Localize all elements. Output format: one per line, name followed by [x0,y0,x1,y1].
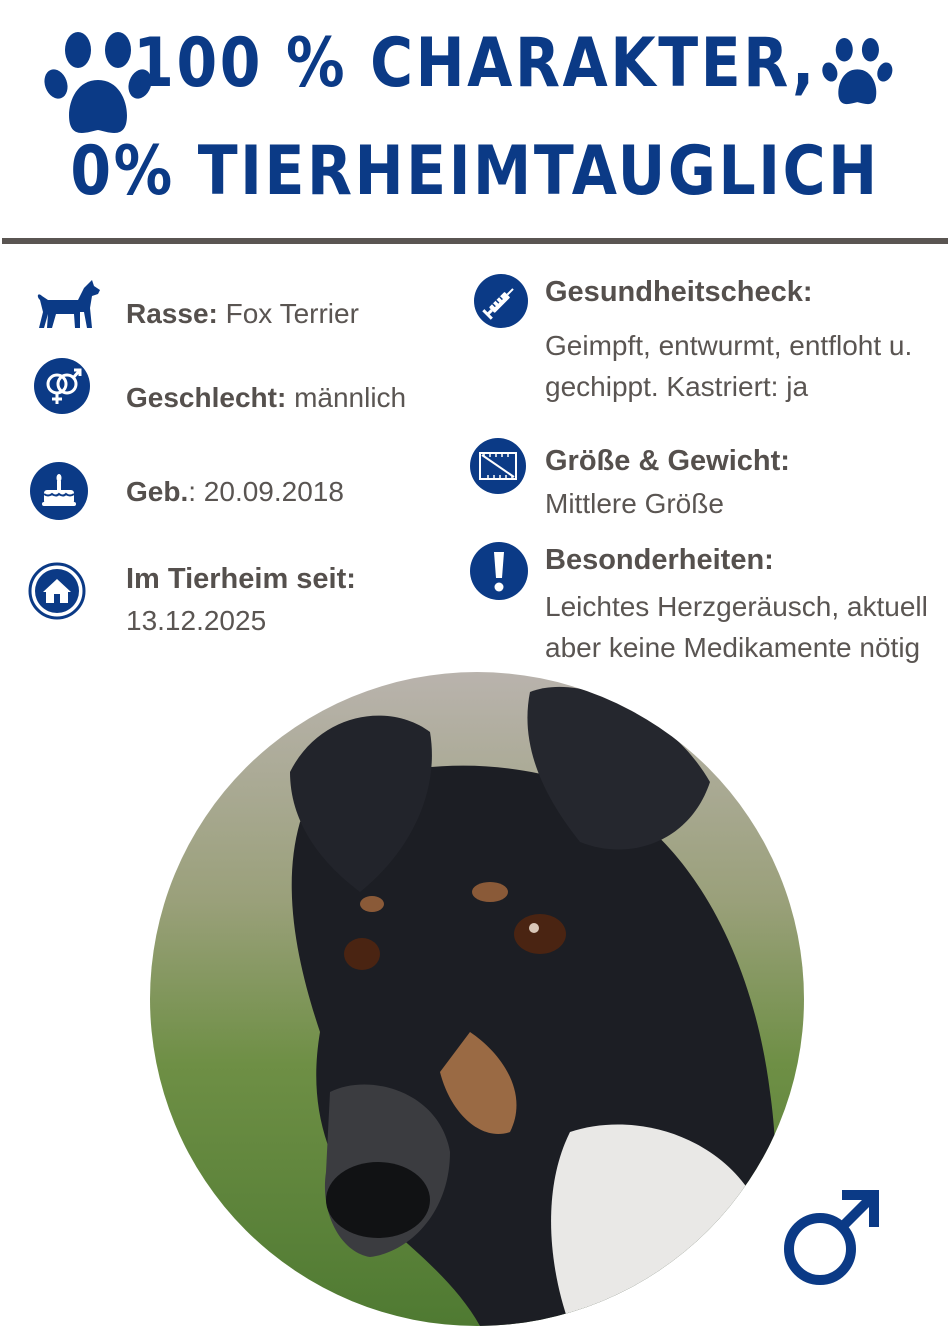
shelter-value: 13.12.2025 [126,605,267,636]
size-title: Größe & Gewicht: [545,445,790,477]
birth-label: Geb. [126,476,189,507]
health-title: Gesundheitscheck: [545,276,813,308]
breed-value: Fox Terrier [225,298,359,329]
size-value: Mittlere Größe [545,488,724,519]
gender-icon [34,358,90,414]
special-line-2: aber keine Medikamente nötig [545,632,921,663]
syringe-icon [474,274,528,328]
shelter-label: Im Tierheim seit: [126,563,356,595]
ruler-icon [470,438,526,494]
breed-field [126,298,359,330]
health-line-1: Geimpft, entwurmt, entfloht u. [545,330,913,361]
home-icon [28,562,86,620]
sex-value: männlich [294,382,407,413]
special-title: Besonderheiten: [545,544,774,576]
birth-field [126,476,344,508]
dog-photo [150,672,804,1326]
divider [2,238,948,244]
exclamation-icon [470,542,528,600]
birth-value: : 20.09.2018 [188,476,344,507]
sex-label: Geschlecht: [126,382,287,413]
breed-label: Rasse: [126,298,218,329]
special-line-1: Leichtes Herzgeräusch, aktuell [545,591,928,622]
sex-field [126,382,406,414]
page-title-line-2: 0% TIERHEIMTAUGLICH [70,132,880,211]
cake-icon [30,462,88,520]
dog-icon [34,278,104,330]
health-line-2: gechippt. Kastriert: ja [545,371,809,402]
male-symbol-icon [780,1185,884,1289]
page-title-line-1: 100 % CHARAKTER, [133,24,817,103]
